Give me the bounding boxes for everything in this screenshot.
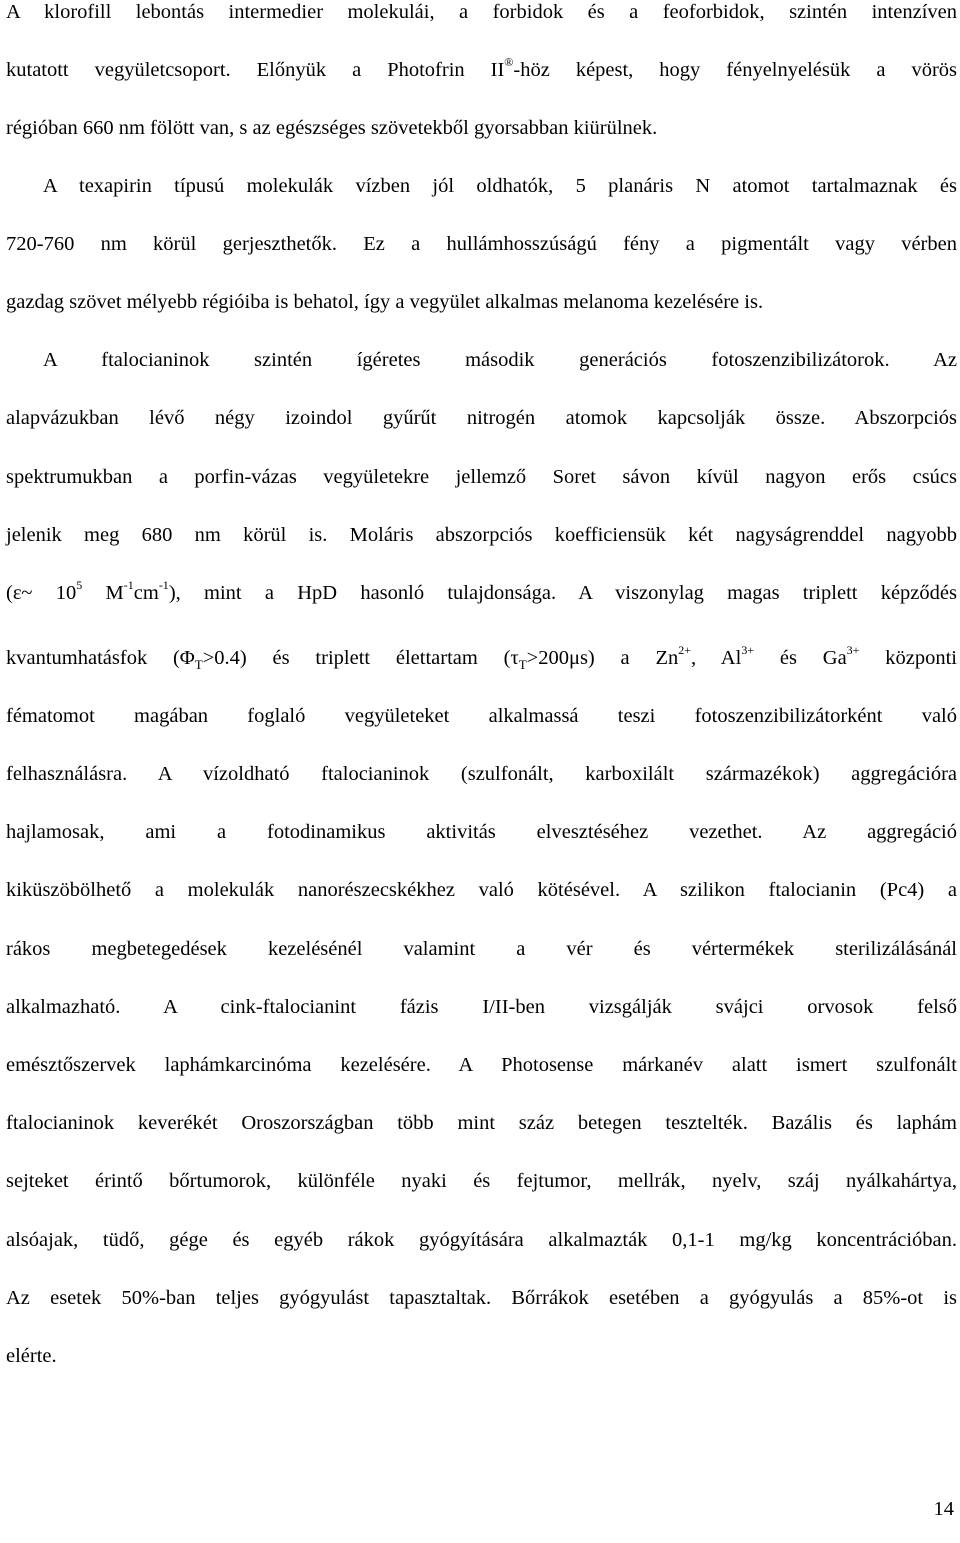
paragraph-first-line: A ftalocianinok szintén ígéretes második generációs fotoszenzibilizátorok. Az [43, 349, 957, 371]
text-line: jelenik meg 680 nm körül is. Moláris abszorpciós koefficiensük két nagyságrenddel nagyobb [6, 524, 957, 546]
text-line [6, 576, 957, 610]
subscript: T [194, 657, 203, 673]
superscript: 5 [76, 578, 83, 593]
text-line: A klorofill lebontás intermedier molekulái, a forbidok és a feoforbidok, szintén intenzíven [6, 1, 957, 23]
text-span: cm [133, 582, 159, 604]
text-line: ftalocianinok keverékét Oroszországban több mint száz betegen tesztelték. Bazális és laphám [6, 1112, 957, 1134]
subscript: T [518, 657, 527, 673]
text-span: ), mint a HpD hasonló tulajdonsága. A viszonylag magas triplett képződés [168, 582, 957, 604]
text-line: Az esetek 50%-ban teljes gyógyulást tapasztaltak. Bőrrákok esetében a gyógyulás a 85%-ot is [6, 1287, 957, 1309]
text-line: emésztőszervek laphámkarcinóma kezelésére. A Photosense márkanév alatt ismert szulfonált [6, 1054, 957, 1076]
text-line: régióban 660 nm fölött van, s az egészséges szövetekből gyorsabban kiürülnek. [6, 117, 658, 139]
text-line: alkalmazható. A cink-ftalocianint fázis I/II-ben vizsgálják svájci orvosok felső [6, 996, 957, 1018]
superscript: 2+ [678, 643, 692, 658]
text-span: >0.4) és triplett élettartam (τ [202, 647, 519, 669]
text-span: , Al [691, 647, 742, 669]
text-line: fématomot magában foglaló vegyületeket alkalmassá teszi fotoszenzibilizátorként való [6, 705, 957, 727]
text-line: hajlamosak, ami a fotodinamikus aktivitás elvesztéséhez vezethet. Az aggregáció [6, 821, 957, 843]
text-line: felhasználásra. A vízoldható ftalocianinok (szulfonált, karboxilált származékok) aggregációra [6, 763, 957, 785]
text-line: elérte. [6, 1345, 57, 1367]
registered-mark: ® [504, 55, 514, 70]
superscript: 3+ [741, 643, 755, 658]
superscript: -1 [158, 578, 169, 593]
text-span: >200μs) a Zn [526, 647, 679, 669]
text-span: és Ga [754, 647, 847, 669]
text-span: kvantumhatásfok (Φ [6, 647, 195, 669]
text-line: rákos megbetegedések kezelésénél valamint a vér és vértermékek sterilizálásánál [6, 938, 957, 960]
page-number: 14 [933, 1498, 954, 1520]
text-line: alapvázukban lévő négy izoindol gyűrűt nitrogén atomok kapcsolják össze. Abszorpciós [6, 407, 957, 429]
text-line: 720-760 nm körül gerjeszthetők. Ez a hullámhosszúságú fény a pigmentált vagy vérben [6, 233, 957, 255]
text-line: kiküszöbölhető a molekulák nanorészecskékhez való kötésével. A szilikon ftalocianin (Pc4) a [6, 879, 957, 901]
text-span: (ε~ 10 [6, 582, 77, 604]
text-line: sejteket érintő bőrtumorok, különféle nyaki és fejtumor, mellrák, nyelv, száj nyálkahártya, [6, 1170, 957, 1192]
text-line: spektrumukban a porfin-vázas vegyületekre jellemző Soret sávon kívül nagyon erős csúcs [6, 466, 957, 488]
superscript: -1 [123, 578, 134, 593]
text-span: -höz képest, hogy fényelnyelésük a vörös [513, 59, 957, 81]
text-line [6, 53, 957, 87]
text-span: központi [859, 647, 957, 669]
text-span: M [82, 582, 124, 604]
text-span: kutatott vegyületcsoport. Előnyük a Photofrin II [6, 59, 505, 81]
text-line [6, 641, 957, 675]
paragraph-first-line: A texapirin típusú molekulák vízben jól oldhatók, 5 planáris N atomot tartalmaznak és [43, 175, 957, 197]
superscript: 3+ [846, 643, 860, 658]
text-line: gazdag szövet mélyebb régióiba is behatol, így a vegyület alkalmas melanoma kezelésére is. [6, 291, 764, 313]
text-line: alsóajak, tüdő, gége és egyéb rákok gyógyítására alkalmazták 0,1-1 mg/kg koncentrációban. [6, 1229, 957, 1251]
